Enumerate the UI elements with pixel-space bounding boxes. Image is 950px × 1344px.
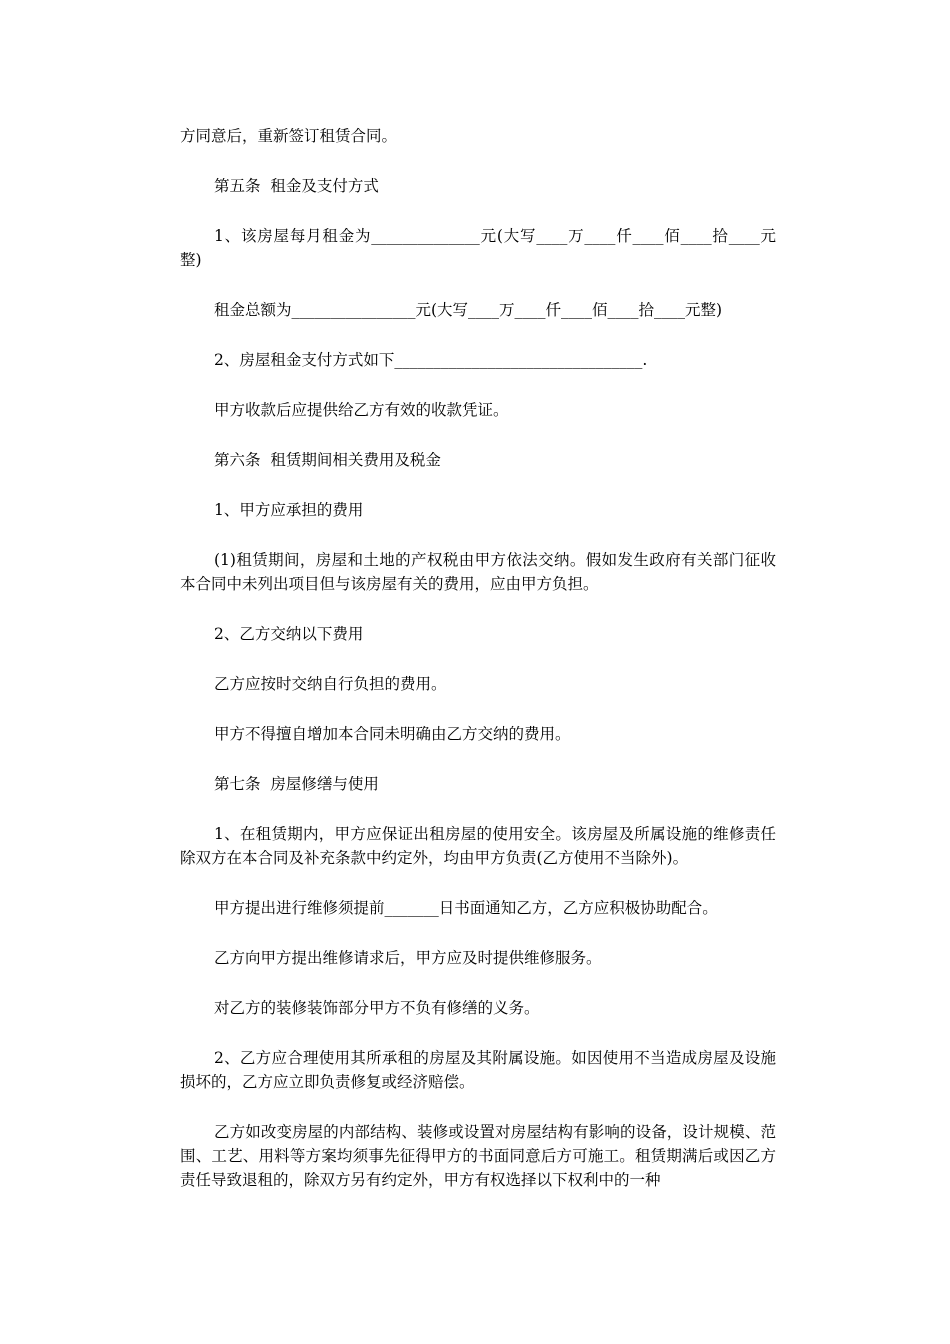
article-5-heading: 第五条 租金及支付方式 <box>214 177 379 195</box>
payment-method-clause: 2、房屋租金支付方式如下________________________________. <box>214 351 648 369</box>
property-tax-clause: (1)租赁期间，房屋和土地的产权税由甲方依法交纳。假如发生政府有关部门征收本合同中未列出项目但与该房屋有关的费用，应由甲方负担。 <box>180 551 776 593</box>
tenant-fees-clause: 乙方应按时交纳自行负担的费用。 <box>214 675 447 693</box>
article-6-heading: 第六条 租赁期间相关费用及税金 <box>214 451 441 469</box>
maintenance-responsibility-clause: 1、在租赁期内，甲方应保证出租房屋的使用安全。该房屋及所属设施的维修责任除双方在本合同及补充条款中约定外，均由甲方负责(乙方使用不当除外)。 <box>180 825 776 867</box>
repair-request-clause: 乙方向甲方提出维修请求后，甲方应及时提供维修服务。 <box>214 949 602 967</box>
document-body <box>180 124 776 1218</box>
paragraph-continuation: 方同意后，重新签订租赁合同。 <box>180 127 398 145</box>
no-extra-fees-clause: 甲方不得擅自增加本合同未明确由乙方交纳的费用。 <box>214 725 571 743</box>
decoration-clause: 对乙方的装修装饰部分甲方不负有修缮的义务。 <box>214 999 540 1017</box>
tenant-fees-subheading: 2、乙方交纳以下费用 <box>214 625 364 643</box>
landlord-fees-subheading: 1、甲方应承担的费用 <box>214 501 364 519</box>
maintenance-notice-clause: 甲方提出进行维修须提前_______日书面通知乙方，乙方应积极协助配合。 <box>214 899 718 917</box>
structural-change-clause: 乙方如改变房屋的内部结构、装修或设置对房屋结构有影响的设备，设计规模、范围、工艺、用料等方案均须事先征得甲方的书面同意后方可施工。租赁期满后或因乙方责任导致退租的，除双方另有约定外，甲方有权选择以下权利中的一种 <box>180 1123 776 1189</box>
monthly-rent-clause: 1、该房屋每月租金为______________元(大写____万____仟____佰____拾____元整) <box>180 227 776 269</box>
proper-use-clause: 2、乙方应合理使用其所承租的房屋及其附属设施。如因使用不当造成房屋及设施损坏的，乙方应立即负责修复或经济赔偿。 <box>180 1049 776 1091</box>
article-7-heading: 第七条 房屋修缮与使用 <box>214 775 379 793</box>
receipt-clause: 甲方收款后应提供给乙方有效的收款凭证。 <box>214 401 509 419</box>
total-rent-clause: 租金总额为________________元(大写____万____仟____佰____拾____元整) <box>214 301 723 319</box>
